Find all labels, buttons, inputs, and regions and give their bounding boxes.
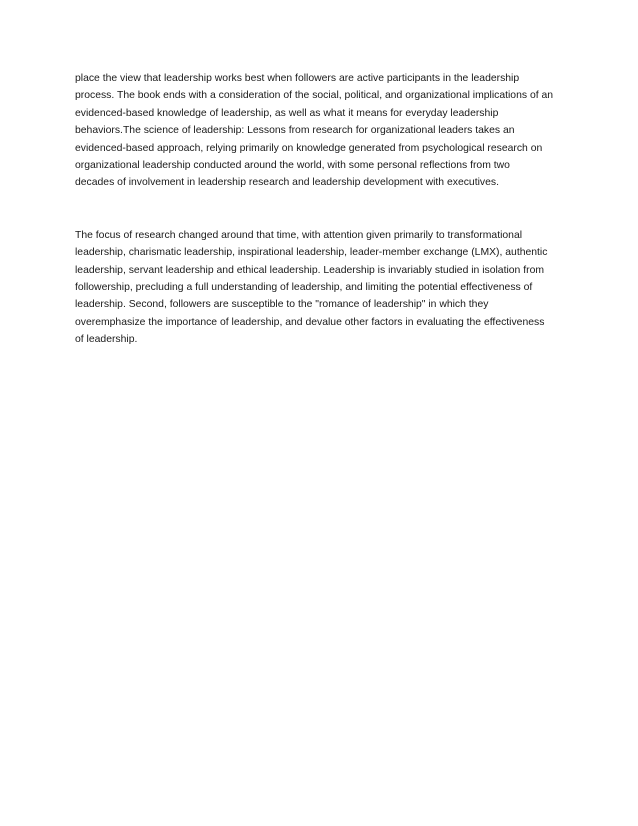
- text-line: leadership, servant leadership and ethical leadership. Leadership is invariably studied in isolation from: [75, 264, 545, 276]
- document-body: [75, 70, 575, 349]
- text-line: place the view that leadership works best when followers are active participants in the leadership: [75, 73, 520, 84]
- text-line: behaviors.The science of leadership: Lessons from research for organizational leaders takes an: [75, 125, 515, 137]
- text-line: evidenced-based approach, relying primarily on knowledge generated from psychological research on: [75, 142, 543, 154]
- text-line: followership, precluding a full understanding of leadership, and limiting the potential effectiveness of: [75, 282, 533, 294]
- text-line: overemphasize the importance of leadership, and devalue other factors in evaluating the effectiveness: [75, 316, 545, 328]
- paragraph-2: [75, 227, 575, 349]
- text-line: leadership, charismatic leadership, inspirational leadership, leader-member exchange (LMX), authentic: [75, 247, 548, 259]
- text-line: process. The book ends with a consideration of the social, political, and organizational implications of an: [75, 90, 554, 102]
- text-line: of leadership.: [75, 334, 138, 346]
- text-line: decades of involvement in leadership research and leadership development with executives.: [75, 177, 499, 189]
- paragraph-1: [75, 70, 575, 192]
- paragraph-spacer: [75, 192, 575, 227]
- text-line: The focus of research changed around that time, with attention given primarily to transformational: [75, 229, 523, 241]
- text-line: leadership. Second, followers are susceptible to the "romance of leadership" in which they: [75, 299, 489, 311]
- text-line: evidenced-based knowledge of leadership, as well as what it means for everyday leadership: [75, 107, 499, 119]
- text-line: organizational leadership conducted around the world, with some personal reflections from two: [75, 160, 510, 172]
